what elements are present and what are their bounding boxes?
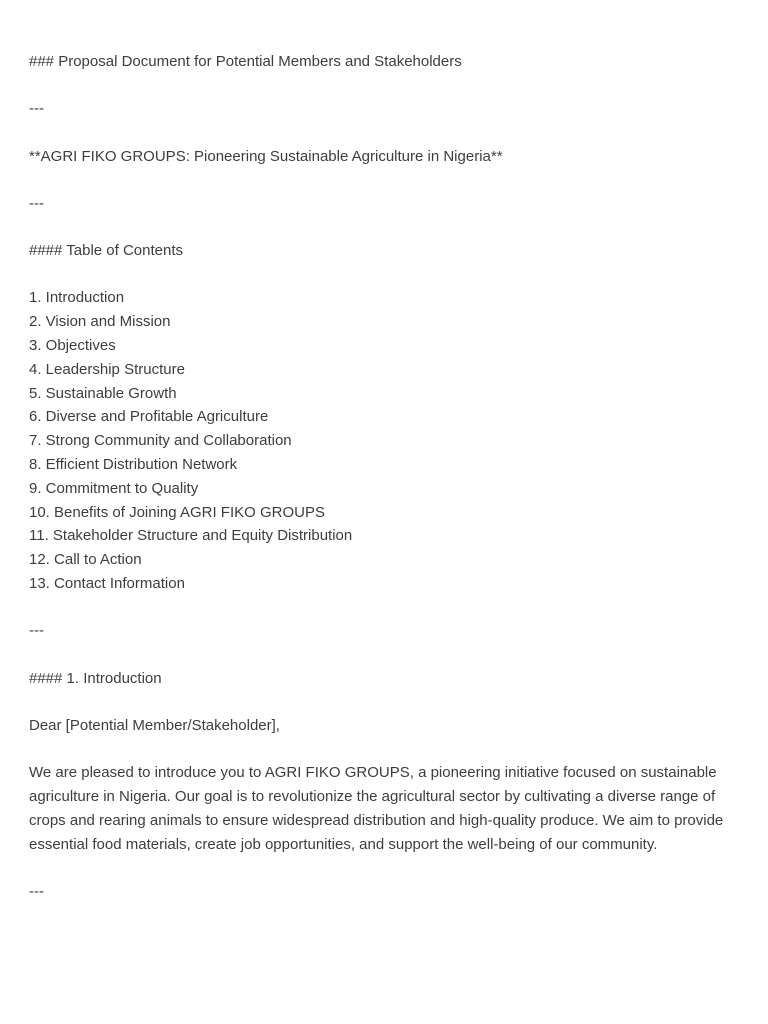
toc-item: 8. Efficient Distribution Network	[29, 456, 238, 474]
toc-item: 5. Sustainable Growth	[29, 384, 177, 402]
toc-item: 4. Leadership Structure	[29, 360, 185, 378]
toc-item: 7. Strong Community and Collaboration	[29, 432, 292, 450]
separator: ---	[29, 882, 44, 900]
toc-item: 10. Benefits of Joining AGRI FIKO GROUPS	[29, 503, 325, 521]
toc-item: 2. Vision and Mission	[29, 313, 171, 331]
document-title: **AGRI FIKO GROUPS: Pioneering Sustainable Agriculture in Nigeria**	[29, 147, 503, 165]
separator: ---	[29, 622, 44, 640]
toc-item: 12. Call to Action	[29, 551, 142, 569]
toc-item: 11. Stakeholder Structure and Equity Distribution	[29, 527, 353, 545]
table-of-contents	[29, 286, 741, 595]
intro-paragraph: We are pleased to introduce you to AGRI FIKO GROUPS, a pioneering initiative focused on sustainable agriculture in Nigeria. Our goal is to revolutionize the agricultural sector by cultivating a diverse range of crops and rearing animals to ensure widespread distribution and high-quality produce. We aim to provide essential food materials, create job opportunities, and support the well-being of our community.	[29, 764, 724, 853]
document-heading: ### Proposal Document for Potential Members and Stakeholders	[29, 53, 462, 70]
salutation: Dear [Potential Member/Stakeholder],	[29, 716, 280, 734]
separator: ---	[29, 194, 44, 212]
toc-item: 6. Diverse and Profitable Agriculture	[29, 408, 269, 426]
toc-item: 9. Commitment to Quality	[29, 479, 199, 497]
intro-heading: #### 1. Introduction	[29, 669, 162, 687]
toc-item: 3. Objectives	[29, 337, 116, 355]
document-body	[29, 50, 741, 904]
separator: ---	[29, 100, 44, 118]
toc-item: 1. Introduction	[29, 289, 125, 307]
toc-item: 13. Contact Information	[29, 575, 185, 593]
toc-heading: #### Table of Contents	[29, 242, 184, 260]
